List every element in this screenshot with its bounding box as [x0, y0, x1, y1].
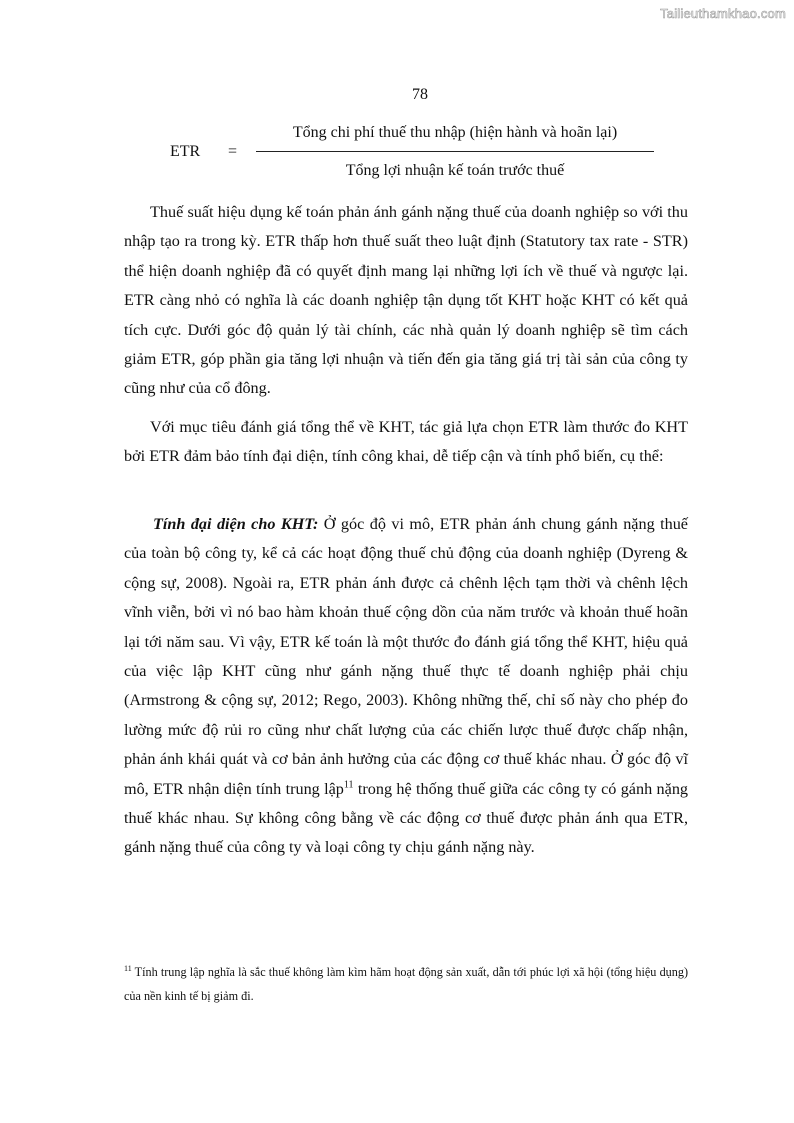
- paragraph-etr-definition: Thuế suất hiệu dụng kế toán phản ánh gánh nặng thuế của doanh nghiệp so với thu nhập tạo ra trong kỳ. ETR thấp hơn thuế suất theo luật định (Statutory tax rate - STR) thể hiện doanh nghiệp đã có quyết định mang lại những lợi ích về thuế và ngược lại. ETR càng nhỏ có nghĩa là các doanh nghiệp tận dụng tốt KHT hoặc KHT có kết quả tích cực. Dưới góc độ quản lý tài chính, các nhà quản lý doanh nghiệp sẽ tìm cách giảm ETR, góp phần gia tăng lợi nhuận và tiến đến gia tăng giá trị tài sản của công ty cũng như của cổ đông.: [124, 203, 688, 398]
- paragraph-representativeness: [124, 510, 688, 863]
- paragraph-etr-selection: Với mục tiêu đánh giá tổng thể về KHT, tác giả lựa chọn ETR làm thước đo KHT bởi ETR đảm bảo tính đại diện, tính công khai, dễ tiếp cận và tính phổ biến, cụ thể:: [124, 418, 688, 466]
- paragraph-text-part2: trong hệ thống thuế giữa các công ty có gánh nặng thuế khác nhau. Sự không công bằng về các động cơ thuế được phản ánh qua ETR, gánh nặng thuế của công ty và loại công ty chịu gánh nặng này.: [124, 779, 689, 857]
- formula-equals-sign: =: [228, 143, 238, 160]
- formula-label: ETR: [170, 143, 201, 160]
- formula-denominator: Tổng lợi nhuận kế toán trước thuế: [345, 162, 565, 179]
- footnote-reference[interactable]: 11: [343, 779, 354, 791]
- footnote: [124, 960, 688, 1008]
- page-number: 78: [412, 86, 428, 103]
- formula-numerator: Tổng chi phí thuế thu nhập (hiện hành và hoãn lại): [292, 124, 618, 141]
- paragraph-lead-heading: Tính đại diện cho KHT:: [153, 515, 319, 533]
- paragraph-text-part1: Ở góc độ vi mô, ETR phản ánh chung gánh nặng thuế của toàn bộ công ty, kể cả các hoạt động thuế chủ động của doanh nghiệp (Dyreng & cộng sự, 2008). Ngoài ra, ETR phản ánh được cả chênh lệch tạm thời và chênh lệch vĩnh viễn, bởi vì nó bao hàm khoản thuế cộng dồn của năm trước và khoản thuế hoãn lại tới năm sau. Vì vậy, ETR kế toán là một thước đo đánh giá tổng thể KHT, hiệu quả của việc lập KHT cũng như gánh nặng thuế thực tế doanh nghiệp phải chịu (Armstrong & cộng sự, 2012; Rego, 2003). Không những thế, chỉ số này cho phép đo lường mức độ rủi ro cũng như chất lượng của các chiến lược thuế được chấp nhận, phản ánh khái quát và cơ bản ảnh hưởng của các động cơ thuế khác nhau. Ở góc độ vĩ mô, ETR nhận diện tính trung lập: [124, 515, 688, 798]
- watermark: Tailieuthamkhao.com: [660, 6, 786, 21]
- fraction-bar: [256, 151, 654, 152]
- footnote-number: 11: [124, 963, 132, 973]
- footnote-text: Tính trung lập nghĩa là sắc thuế không làm kìm hãm hoạt động sản xuất, dẫn tới phúc lợi xã hội (tổng hiệu dụng) của nền kinh tế bị giảm đi.: [124, 965, 688, 1003]
